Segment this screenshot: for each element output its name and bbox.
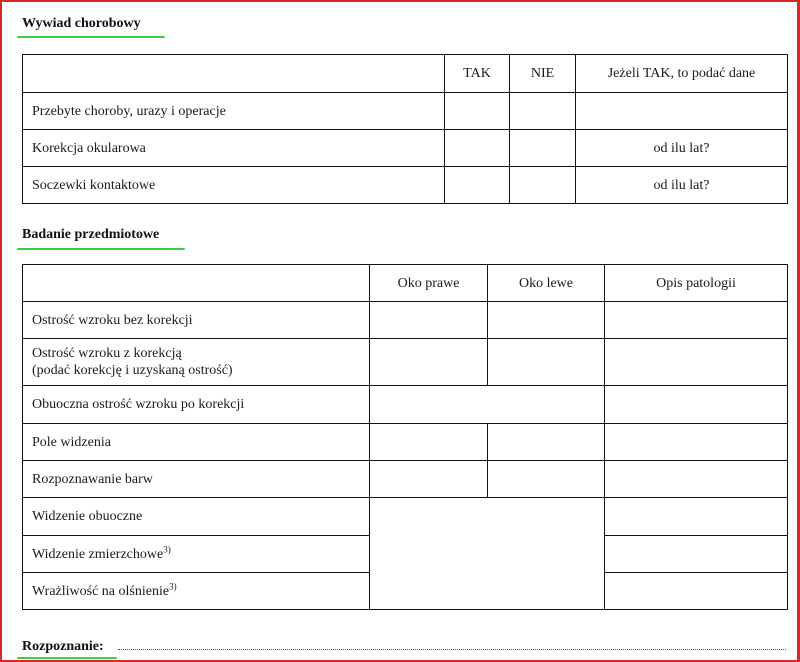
cell-both-eyes[interactable] <box>370 386 605 424</box>
cell-right-eye[interactable] <box>370 302 488 339</box>
heading-underline <box>17 657 117 659</box>
physical-exam-table <box>22 264 788 610</box>
cell-nie[interactable] <box>510 130 576 167</box>
section-title-physical-exam: Badanie przedmiotowe <box>22 227 160 242</box>
row-label-line2: (podać korekcję i uzyskaną ostrość) <box>32 363 233 378</box>
table-row <box>23 93 788 130</box>
cell-tak[interactable] <box>445 167 510 204</box>
cell-details[interactable] <box>576 93 788 130</box>
cell-pathology[interactable] <box>605 573 788 610</box>
cell-both-eyes-merged[interactable] <box>370 498 605 610</box>
table-row <box>23 424 788 461</box>
cell-right-eye[interactable] <box>370 424 488 461</box>
cell-details[interactable]: od ilu lat? <box>576 167 788 204</box>
cell-nie[interactable] <box>510 167 576 204</box>
row-label: Pole widzenia <box>23 424 370 461</box>
cell-pathology[interactable] <box>605 461 788 498</box>
row-label <box>23 536 370 573</box>
row-label <box>23 339 370 386</box>
table-header-row <box>23 55 788 93</box>
section-title-medical-history: Wywiad chorobowy <box>22 16 141 31</box>
cell-tak[interactable] <box>445 93 510 130</box>
header-cell <box>23 55 445 93</box>
cell-left-eye[interactable] <box>488 302 605 339</box>
heading-underline <box>17 248 185 250</box>
table-row <box>23 167 788 204</box>
row-label: Rozpoznawanie barw <box>23 461 370 498</box>
cell-details[interactable]: od ilu lat? <box>576 130 788 167</box>
diagnosis-fill-line[interactable] <box>118 649 786 650</box>
row-label: Widzenie obuoczne <box>23 498 370 536</box>
diagnosis-label: Rozpoznanie: <box>22 639 104 654</box>
row-label-text: Widzenie zmierzchowe <box>32 546 164 562</box>
header-cell-nie: NIE <box>510 55 576 93</box>
medical-history-table <box>22 54 788 204</box>
header-cell-pathology: Opis patologii <box>605 265 788 302</box>
footnote-marker: 3) <box>163 543 171 554</box>
row-label-line1: Ostrość wzroku z korekcją <box>32 346 182 361</box>
cell-pathology[interactable] <box>605 302 788 339</box>
cell-pathology[interactable] <box>605 339 788 386</box>
footnote-marker: 3) <box>169 580 177 591</box>
header-cell-left-eye: Oko lewe <box>488 265 605 302</box>
table-row <box>23 130 788 167</box>
row-label: Obuoczna ostrość wzroku po korekcji <box>23 386 370 424</box>
cell-pathology[interactable] <box>605 498 788 536</box>
row-label: Korekcja okularowa <box>23 130 445 167</box>
cell-left-eye[interactable] <box>488 339 605 386</box>
header-cell-tak: TAK <box>445 55 510 93</box>
table-row <box>23 498 788 536</box>
cell-left-eye[interactable] <box>488 424 605 461</box>
row-label-text: Wrażliwość na olśnienie <box>32 583 170 599</box>
heading-underline <box>17 36 165 38</box>
header-cell <box>23 265 370 302</box>
header-cell-details: Jeżeli TAK, to podać dane <box>576 55 788 93</box>
row-label: Ostrość wzroku bez korekcji <box>23 302 370 339</box>
cell-pathology[interactable] <box>605 536 788 573</box>
header-cell-right-eye: Oko prawe <box>370 265 488 302</box>
cell-pathology[interactable] <box>605 424 788 461</box>
row-label: Soczewki kontaktowe <box>23 167 445 204</box>
table-row <box>23 386 788 424</box>
cell-right-eye[interactable] <box>370 339 488 386</box>
row-label: Przebyte choroby, urazy i operacje <box>23 93 445 130</box>
table-row <box>23 339 788 386</box>
cell-left-eye[interactable] <box>488 461 605 498</box>
cell-pathology[interactable] <box>605 386 788 424</box>
cell-tak[interactable] <box>445 130 510 167</box>
table-header-row <box>23 265 788 302</box>
row-label <box>23 573 370 610</box>
table-row <box>23 461 788 498</box>
table-row <box>23 302 788 339</box>
cell-right-eye[interactable] <box>370 461 488 498</box>
cell-nie[interactable] <box>510 93 576 130</box>
